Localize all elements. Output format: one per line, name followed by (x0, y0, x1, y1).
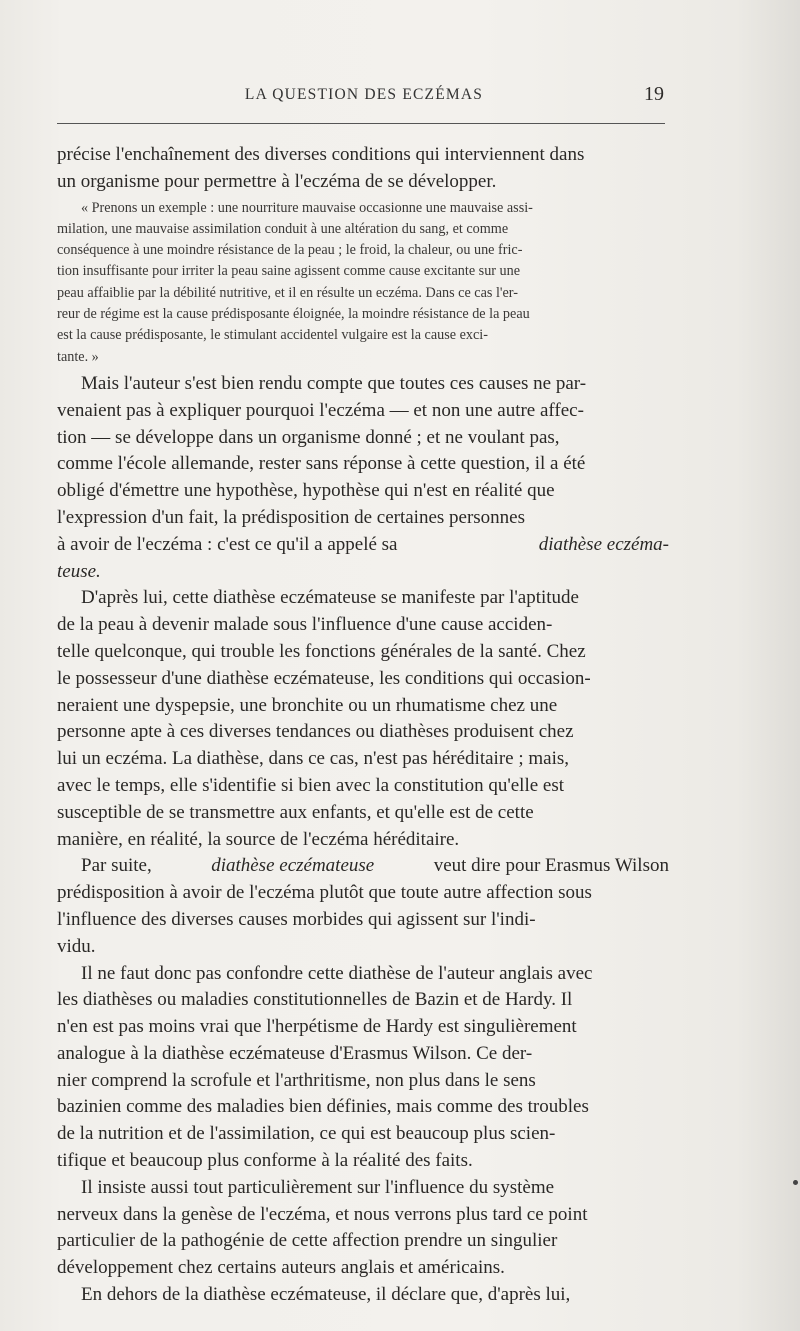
quote-line: tion insuffisante pour irriter la peau saine agissent comme cause excitante sur une (57, 263, 521, 280)
quote-line: conséquence à une moindre résistance de la peau ; le froid, la chaleur, ou une fric- (57, 242, 523, 259)
body-text (57, 142, 669, 1309)
text-line: l'expression d'un fait, la prédisposition de certaines personnes (57, 506, 526, 528)
text-line: D'après lui, cette diathèse eczémateuse se manifeste par l'aptitude (81, 587, 579, 609)
text-line (57, 559, 669, 586)
quote-line: reur de régime est la cause prédisposante éloignée, la moindre résistance de la peau (57, 306, 530, 323)
text-line: Il ne faut donc pas confondre cette diathèse de l'auteur anglais avec (81, 962, 593, 984)
text-line: nier comprend la scrofule et l'arthritisme, non plus dans le sens (57, 1069, 536, 1091)
quote-line: tante. » (57, 348, 99, 365)
text-line (57, 532, 669, 559)
text-line: obligé d'émettre une hypothèse, hypothèse qui n'est en réalité que (57, 480, 555, 502)
italic-term: teuse. (57, 560, 101, 582)
text-line: l'influence des diverses causes morbides qui agissent sur l'indi- (57, 908, 536, 930)
text-line: un organisme pour permettre à l'eczéma de se développer. (57, 170, 497, 192)
quote-line: peau affaiblie par la débilité nutritive, et il en résulte un eczéma. Dans ce cas l'er- (57, 284, 518, 301)
text-line: susceptible de se transmettre aux enfants, et qu'elle est de cette (57, 801, 534, 823)
text-run: Par suite, (81, 855, 152, 877)
text-line: lui un eczéma. La diathèse, dans ce cas, n'est pas héréditaire ; mais, (57, 748, 569, 770)
running-title: LA QUESTION DES ECZÉMAS (244, 86, 484, 103)
text-line: précise l'enchaînement des diverses conditions qui interviennent dans (57, 144, 585, 165)
text-line: n'en est pas moins vrai que l'herpétisme de Hardy est singulièrement (57, 1016, 577, 1038)
header-rule (57, 123, 665, 124)
quote-line: est la cause prédisposante, le stimulant accidentel vulgaire est la cause exci- (57, 327, 488, 344)
text-line: nerveux dans la genèse de l'eczéma, et nous verrons plus tard ce point (57, 1203, 588, 1225)
text-line: les diathèses ou maladies constitutionnelles de Bazin et de Hardy. Il (57, 989, 573, 1011)
text-line: tifique et beaucoup plus conforme à la réalité des faits. (57, 1150, 473, 1172)
text-line: bazinien comme des maladies bien définies, mais comme des troubles (57, 1096, 589, 1118)
ink-speck (793, 1180, 798, 1185)
text-line: telle quelconque, qui trouble les fonctions générales de la santé. Chez (57, 640, 586, 662)
text-line: vidu. (57, 935, 96, 957)
text-line: particulier de la pathogénie de cette affection prendre un singulier (57, 1230, 558, 1252)
text-line: le possesseur d'une diathèse eczémateuse, les conditions qui occasion- (57, 667, 591, 689)
text-line: avec le temps, elle s'identifie si bien avec la constitution qu'elle est (57, 774, 565, 796)
text-line: de la peau à devenir malade sous l'influence d'une cause acciden- (57, 614, 553, 636)
text-run: à avoir de l'eczéma : c'est ce qu'il a appelé sa (57, 533, 398, 555)
page-number: 19 (644, 83, 664, 105)
quotation-block (57, 198, 669, 368)
text-line (57, 853, 669, 880)
text-line: analogue à la diathèse eczémateuse d'Erasmus Wilson. Ce der- (57, 1042, 533, 1064)
text-line: neraient une dyspepsie, une bronchite ou un rhumatisme chez une (57, 694, 558, 716)
text-run: veut dire pour Erasmus Wilson (433, 855, 669, 877)
text-line: manière, en réalité, la source de l'eczéma héréditaire. (57, 828, 460, 850)
text-line: tion — se développe dans un organisme donné ; et ne voulant pas, (57, 426, 560, 448)
text-line: Il insiste aussi tout particulièrement sur l'influence du système (81, 1176, 555, 1198)
text-line: personne apte à ces diverses tendances ou diathèses produisent chez (57, 721, 574, 743)
running-head (58, 83, 670, 112)
text-line: prédisposition à avoir de l'eczéma plutôt que toute autre affection sous (57, 882, 592, 904)
quote-line: « Prenons un exemple : une nourriture mauvaise occasionne une mauvaise assi- (81, 199, 533, 216)
text-line: En dehors de la diathèse eczémateuse, il déclare que, d'après lui, (81, 1284, 571, 1306)
text-line: venaient pas à expliquer pourquoi l'eczéma — et non une autre affec- (57, 399, 584, 421)
text-line: développement chez certains auteurs anglais et américains. (57, 1257, 505, 1279)
italic-term: diathèse eczémateuse (211, 855, 375, 877)
text-line: Mais l'auteur s'est bien rendu compte que toutes ces causes ne par- (81, 372, 587, 394)
text-line: comme l'école allemande, rester sans réponse à cette question, il a été (57, 453, 586, 475)
quote-line: milation, une mauvaise assimilation conduit à une altération du sang, et comme (57, 220, 509, 237)
italic-term: diathèse eczéma- (538, 533, 669, 555)
text-line: de la nutrition et de l'assimilation, ce qui est beaucoup plus scien- (57, 1123, 556, 1145)
